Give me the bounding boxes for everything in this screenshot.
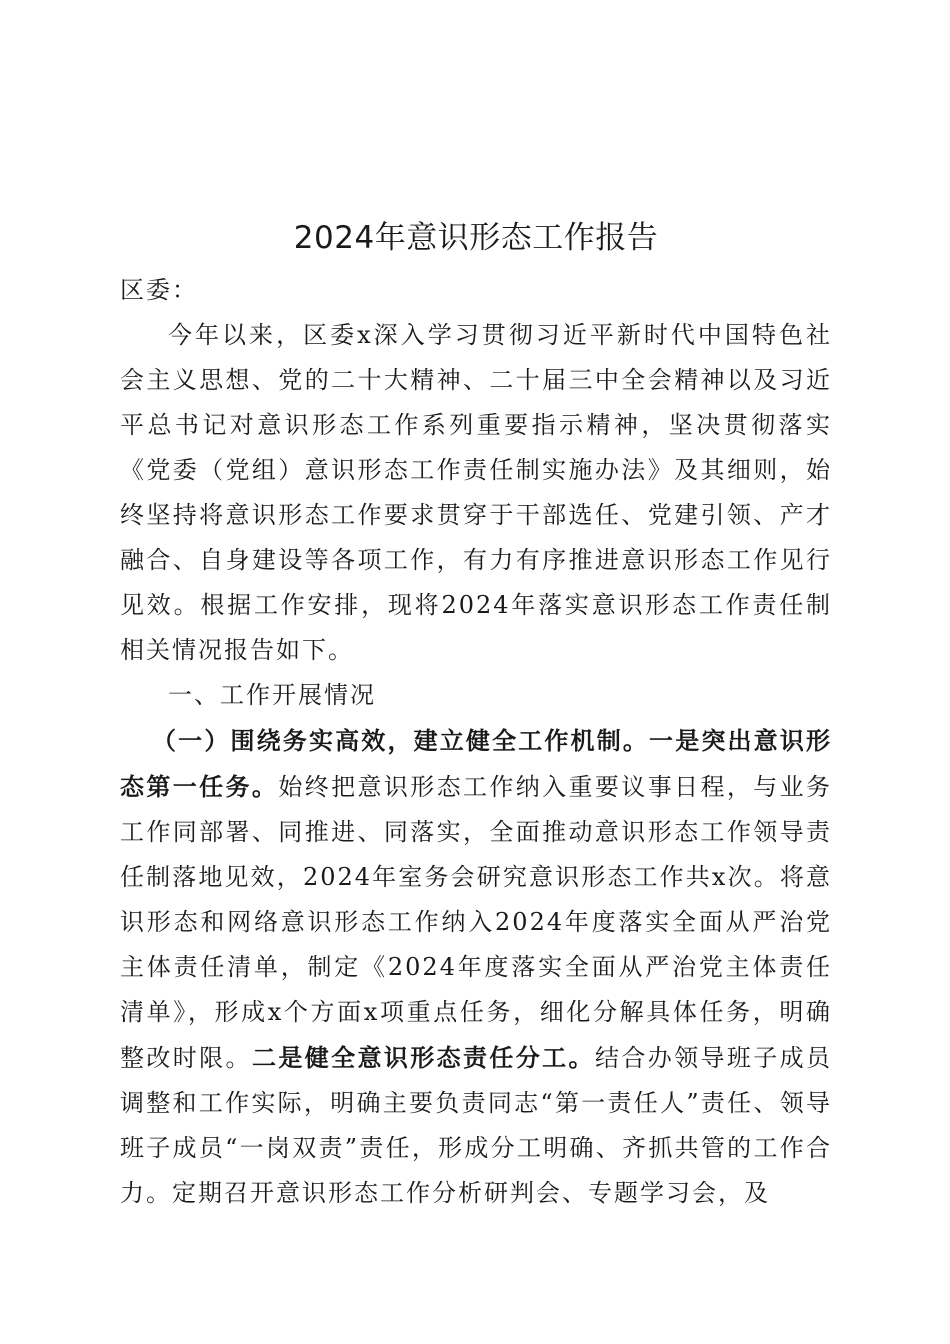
point-one-text: 始终把意识形态工作纳入重要议事日程，与业务工作同部署、同推进、同落实，全面推动意识形态工作领导责任制落地见效，2024年室务会研究意识形态工作共x次。将意识形态和网络意识形态工作纳入2024年度落实全面从严治党主体责任清单，制定《2024年度落实全面从严治党主体责任清单》，形成x个方面x项重点任务，细化分解具体任务，明确整改时限。 — [120, 773, 833, 1072]
point-two-title: 二是健全意识形态责任分工。 — [251, 1043, 595, 1072]
salutation: 区委： — [120, 276, 198, 304]
point-one-title: 一是突出意识形态第一任务。 — [120, 726, 833, 801]
subsection-paragraph — [120, 718, 832, 1216]
section-heading-work-progress: 一、工作开展情况 — [168, 681, 376, 709]
document-title: 2024年意识形态工作报告 — [293, 220, 659, 256]
document-page — [120, 208, 832, 1216]
intro-paragraph: 今年以来，区委x深入学习贯彻习近平新时代中国特色社会主义思想、党的二十大精神、二十届三中全会精神以及习近平总书记对意识形态工作系列重要指示精神，坚决贯彻落实《党委（党组）意识形态工作责任制实施办法》及其细则，始终坚持将意识形态工作要求贯穿于干部选任、党建引领、产才融合、自身建设等各项工作，有力有序推进意识形态工作见行见效。根据工作安排，现将2024年落实意识形态工作责任制相关情况报告如下。 — [120, 321, 832, 664]
subsection-heading: （一）围绕务实高效，建立健全工作机制。 — [152, 726, 650, 755]
point-two-text: 结合办领导班子成员调整和工作实际，明确主要负责同志“第一责任人”责任、领导班子成员“一岗双责”责任，形成分工明确、齐抓共管的工作合力。定期召开意识形态工作分析研判会、专题学习会，及 — [120, 1044, 833, 1207]
